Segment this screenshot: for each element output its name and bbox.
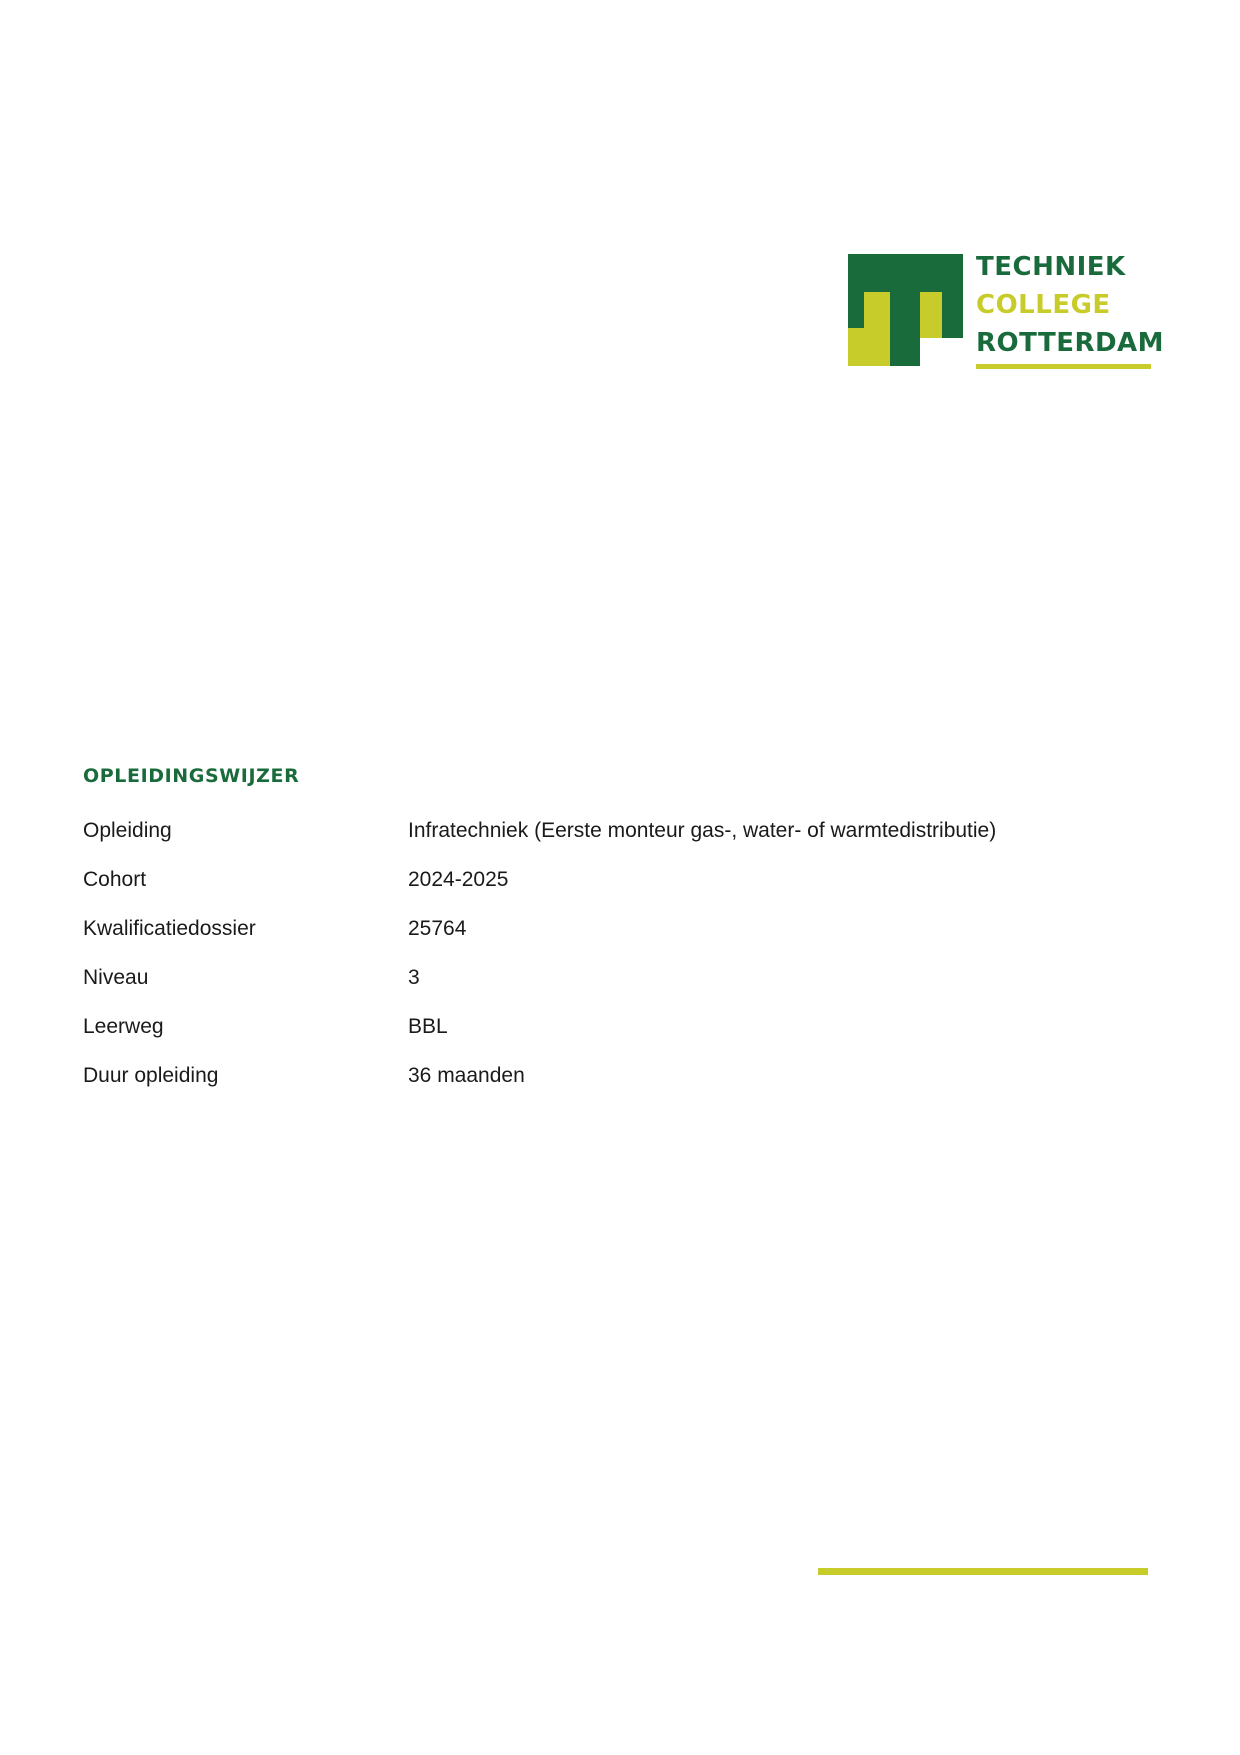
- field-value-niveau: 3: [408, 966, 420, 989]
- field-value-duur-opleiding: 36 maanden: [408, 1064, 525, 1087]
- info-row: [83, 1013, 1143, 1040]
- info-row: [83, 915, 1143, 942]
- logo-word-college: COLLEGE: [976, 290, 1111, 320]
- brand-logo: [848, 248, 1165, 368]
- page-title: OPLEIDINGSWIJZER: [83, 765, 300, 787]
- logo-underline: [976, 364, 1151, 369]
- field-label-cohort: Cohort: [83, 868, 147, 891]
- logo-shape-green-left: [848, 292, 864, 328]
- field-label-opleiding: Opleiding: [83, 819, 172, 842]
- info-row: [83, 866, 1143, 893]
- field-value-cohort: 2024-2025: [408, 868, 509, 891]
- info-row: [83, 1062, 1143, 1089]
- logo-t-mark-icon: [848, 254, 963, 366]
- logo-wordmark: [976, 248, 1165, 362]
- logo-word-techniek: TECHNIEK: [976, 252, 1126, 282]
- field-label-duur-opleiding: Duur opleiding: [83, 1064, 219, 1087]
- logo-shape-green-right: [942, 292, 963, 338]
- field-label-kwalificatiedossier: Kwalificatiedossier: [83, 917, 256, 940]
- field-value-kwalificatiedossier: 25764: [408, 917, 467, 940]
- field-label-leerweg: Leerweg: [83, 1015, 164, 1038]
- footer-accent-bar: [818, 1568, 1148, 1575]
- logo-shape-green-top: [848, 254, 963, 292]
- info-row: [83, 964, 1143, 991]
- field-value-leerweg: BBL: [408, 1015, 448, 1038]
- info-row: [83, 817, 1143, 844]
- field-label-niveau: Niveau: [83, 966, 149, 989]
- document-content: [83, 765, 1143, 1111]
- logo-shape-yellow-right: [920, 292, 942, 338]
- logo-shape-stem: [890, 292, 920, 366]
- logo-word-rotterdam: ROTTERDAM: [976, 328, 1165, 358]
- field-value-opleiding: Infratechniek (Eerste monteur gas-, water- of warmtedistributie): [408, 819, 997, 842]
